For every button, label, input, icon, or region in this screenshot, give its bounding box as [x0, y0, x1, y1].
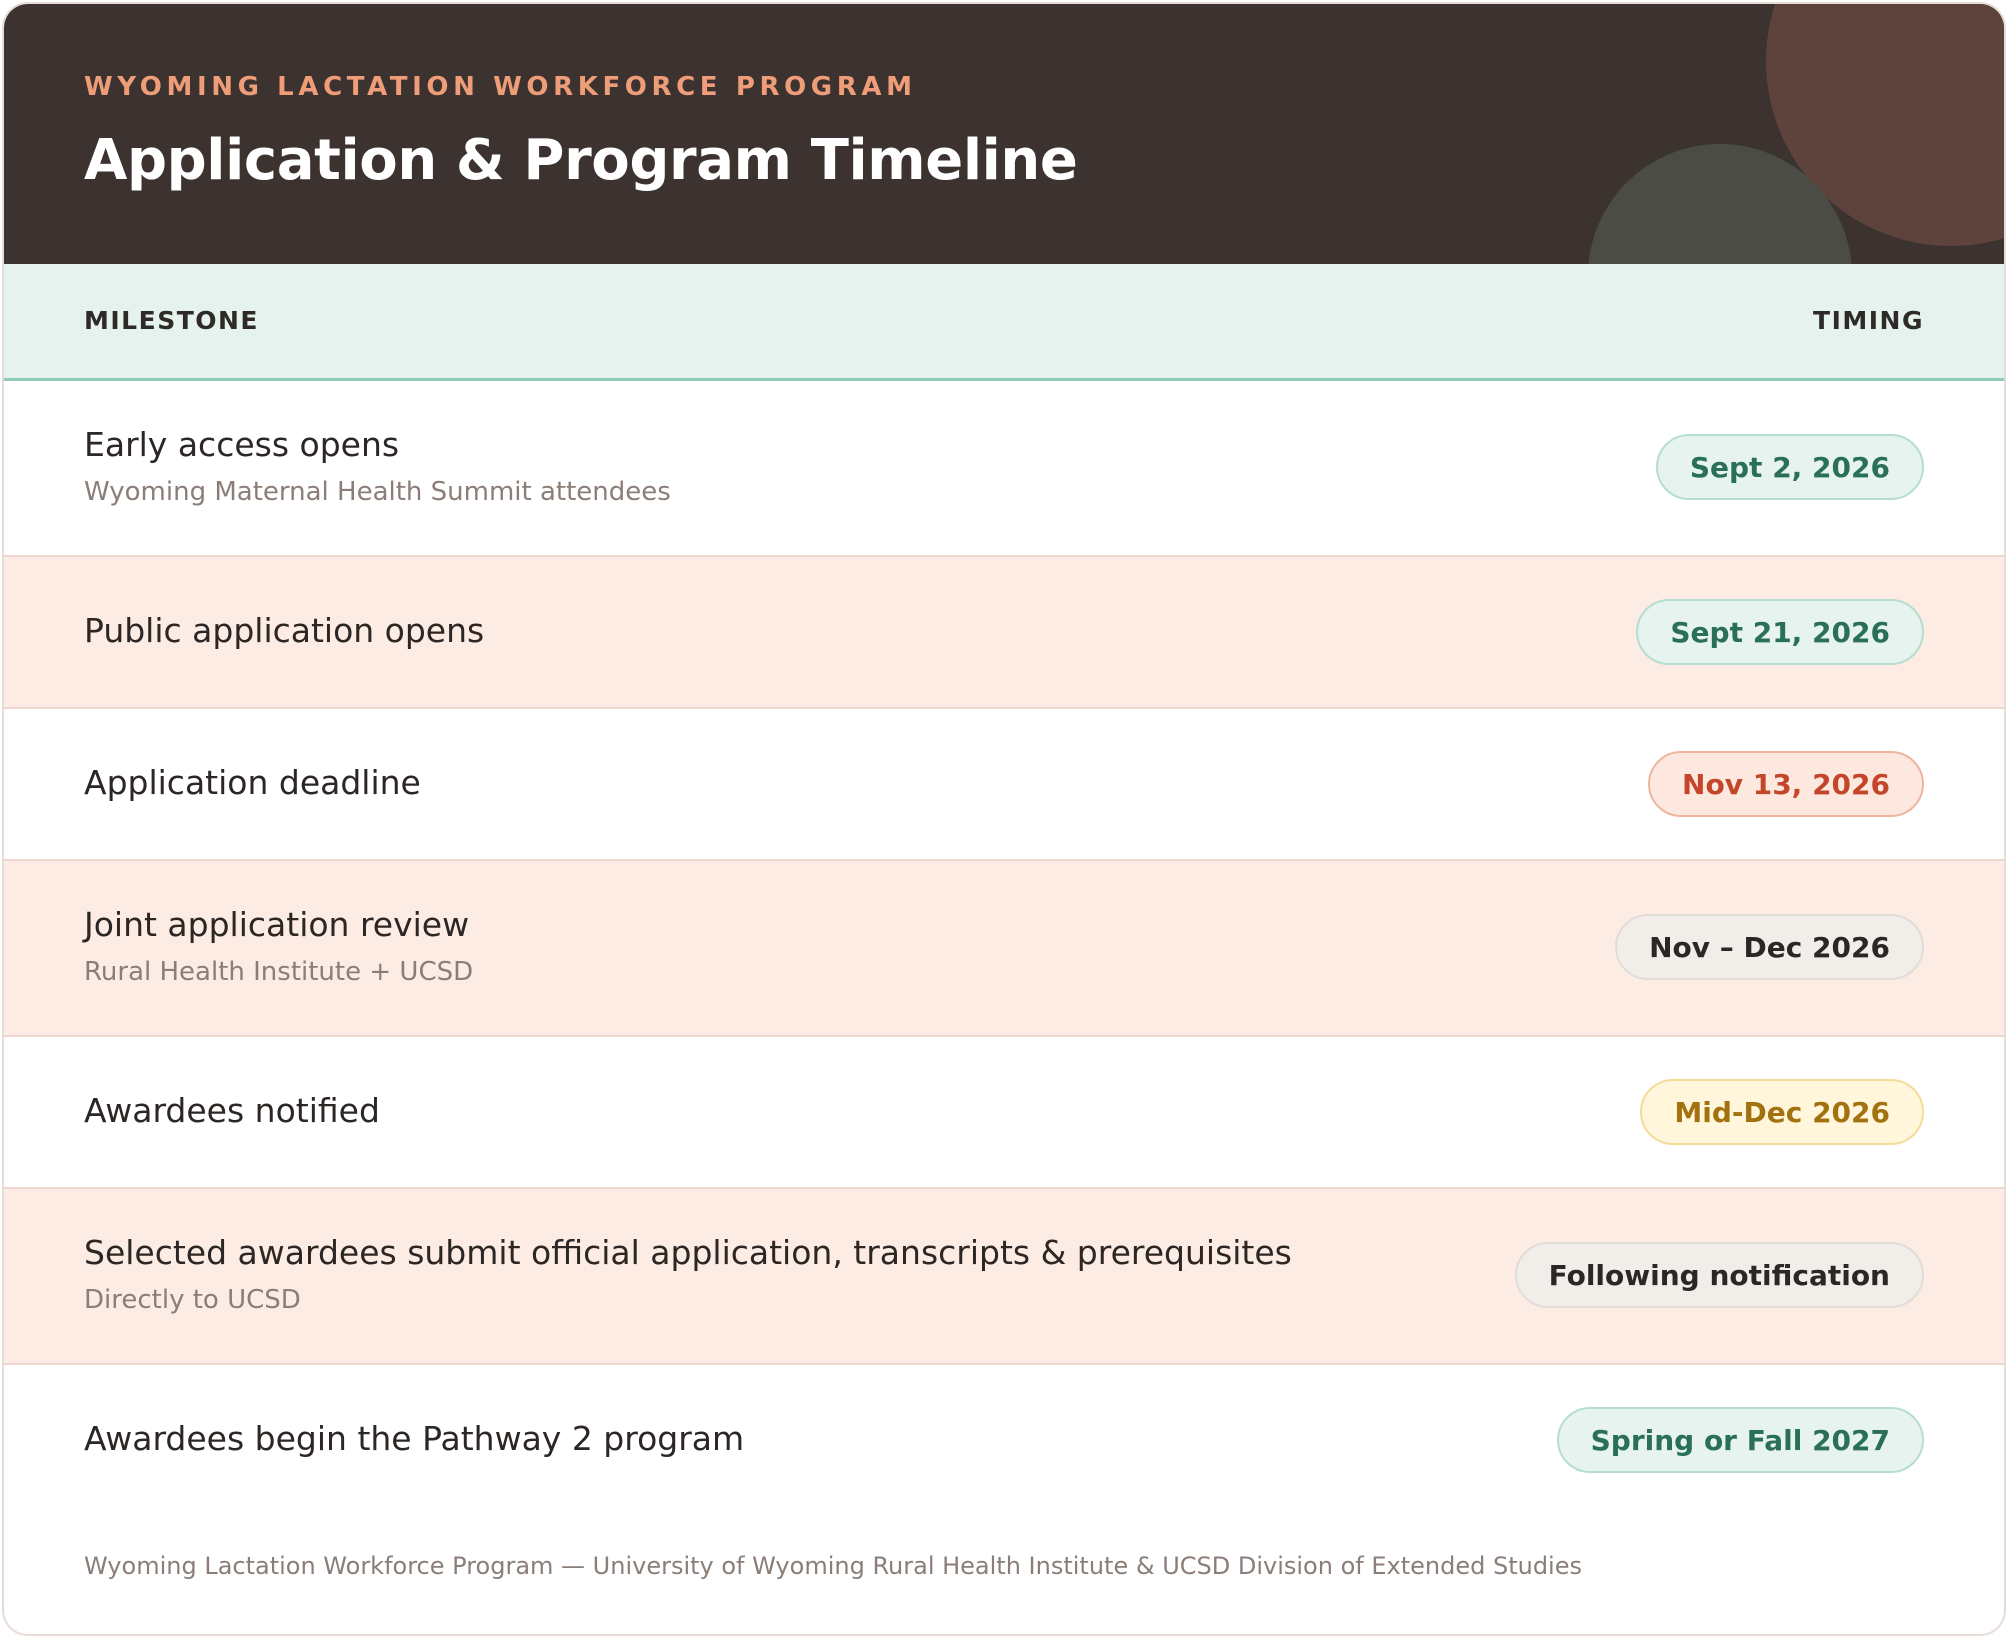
- timing-badge: Mid-Dec 2026: [1640, 1079, 1924, 1145]
- timeline-row-awardees-notified: [4, 1037, 2004, 1189]
- timeline-row-early-access: [4, 381, 2004, 557]
- milestone-label: Awardees notified: [84, 1091, 380, 1130]
- milestone-label: Public application opens: [84, 611, 485, 650]
- timeline-row-program-start: [4, 1365, 2004, 1515]
- header-banner: [4, 4, 2004, 264]
- milestone-label: Selected awardees submit official application, transcripts & prerequisites: [84, 1233, 1292, 1272]
- milestone-label: Early access opens: [84, 425, 400, 464]
- milestone-note: Wyoming Maternal Health Summit attendees: [84, 477, 671, 507]
- milestone-label: Awardees begin the Pathway 2 program: [84, 1419, 745, 1458]
- timeline-row-official-application: [4, 1189, 2004, 1365]
- column-header-timing: TIMING: [1813, 306, 1924, 335]
- timeline-row-deadline: [4, 709, 2004, 861]
- footer-credit: Wyoming Lactation Workforce Program — University of Wyoming Rural Health Institute & UCSD Division of Extended Studies: [84, 1552, 1582, 1580]
- timing-badge: Nov 13, 2026: [1648, 751, 1924, 817]
- timeline-card: [2, 2, 2006, 1636]
- timing-badge: Nov – Dec 2026: [1615, 914, 1924, 980]
- milestone-label: Application deadline: [84, 763, 421, 802]
- timing-badge: Sept 2, 2026: [1656, 434, 1924, 500]
- milestone-note: Directly to UCSD: [84, 1285, 301, 1315]
- timing-badge: Following notification: [1515, 1242, 1924, 1308]
- column-header-milestone: MILESTONE: [84, 306, 259, 335]
- milestone-note: Rural Health Institute + UCSD: [84, 957, 474, 987]
- page-title: Application & Program Timeline: [84, 128, 1078, 193]
- program-eyebrow: WYOMING LACTATION WORKFORCE PROGRAM: [84, 72, 917, 102]
- column-header-bar: [4, 264, 2004, 381]
- timeline-row-public-application: [4, 557, 2004, 709]
- timing-badge: Sept 21, 2026: [1636, 599, 1924, 665]
- milestone-label: Joint application review: [84, 905, 470, 944]
- timeline-row-joint-review: [4, 861, 2004, 1037]
- timing-badge: Spring or Fall 2027: [1557, 1407, 1924, 1473]
